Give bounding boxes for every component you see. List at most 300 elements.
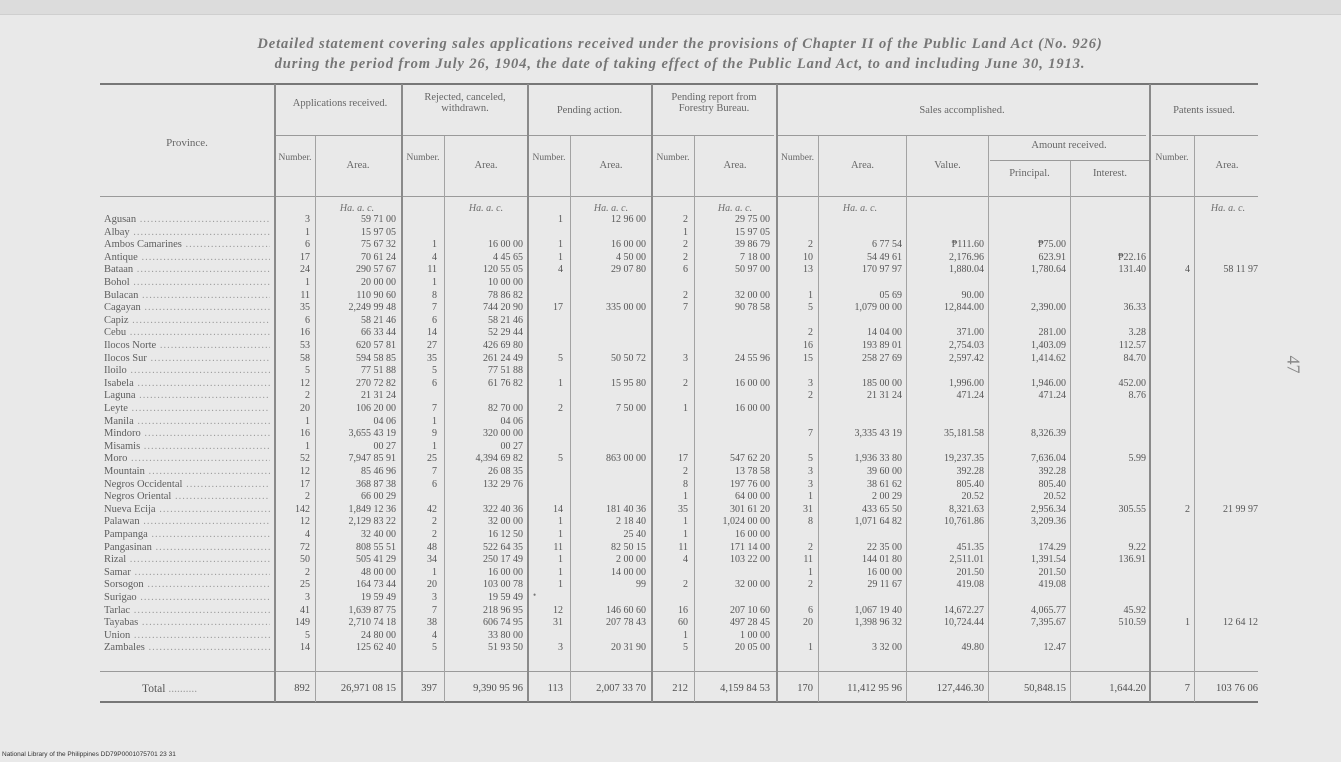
table-cell: 433 65 50 [862, 503, 902, 515]
header-number: Number. [532, 153, 566, 163]
table-cell: 11 [300, 289, 310, 301]
table-cell: 744 20 90 [483, 302, 523, 314]
units-label: Ha. a. c. [842, 203, 878, 214]
table-cell: 3 [808, 466, 813, 477]
table-cell: 1,071 64 82 [854, 516, 902, 528]
table-cell: 149 [295, 617, 310, 629]
table-cell: 4 [558, 264, 563, 276]
table-cell: 2 [558, 403, 563, 414]
table-cell: 1 [432, 277, 437, 288]
table-cell: 1 [432, 440, 437, 452]
header-number: Number. [781, 153, 814, 163]
province-name: Surigao ..... [104, 592, 270, 605]
table-cell: 17 [300, 251, 310, 263]
table-cell: 36.33 [1123, 302, 1146, 314]
table-cell: 45.92 [1123, 604, 1146, 616]
table-cell: 1 [683, 516, 688, 528]
table-cell: 16 00 00 [735, 403, 770, 414]
table-cell: 04 06 [500, 415, 523, 427]
province-name: Laguna ..... [104, 390, 270, 403]
table-cell: 22 35 00 [867, 541, 902, 553]
table-cell: 10 [803, 251, 813, 263]
table-cell: 21 31 24 [361, 390, 396, 402]
table-cell: 48 00 00 [361, 566, 396, 578]
table-cell: 7 [432, 403, 437, 414]
province-name: Isabela ..... [104, 378, 270, 391]
table-cell: 6 [432, 377, 437, 389]
table-cell: 112.57 [1118, 340, 1146, 351]
province-name: Pampanga ..... [104, 529, 270, 542]
table-cell: 85 46 96 [361, 466, 396, 477]
table-cell: 12.47 [1043, 642, 1066, 654]
table-cell: 61 76 82 [488, 377, 523, 389]
table-cell: 72 [300, 541, 310, 553]
header-province: Province. [166, 137, 208, 149]
table-cell: 11 [803, 554, 813, 566]
table-cell: 6 [305, 314, 310, 326]
table-cell: 1,024 00 00 [722, 516, 770, 528]
table-cell: 7 [683, 302, 688, 314]
units-label: Ha. a. c. [468, 203, 504, 214]
table-cell: 11 [553, 541, 563, 553]
table-cell: 5 [432, 365, 437, 377]
table-cell: 426 69 80 [483, 340, 523, 351]
table-cell: 3.28 [1128, 327, 1146, 339]
table-cell: 3 [808, 478, 813, 490]
table-cell: 808 55 51 [356, 541, 396, 553]
table-cell: 594 58 85 [356, 352, 396, 364]
table-cell: 2 00 29 [872, 491, 902, 503]
table-cell: 10,761.86 [944, 516, 984, 528]
province-name: Rizal ..... [104, 554, 270, 567]
province-name: Agusan ..... [104, 214, 270, 227]
table-cell: 170 97 97 [862, 264, 902, 276]
table-cell: 106 20 00 [356, 403, 396, 414]
table-cell: 863 00 00 [606, 453, 646, 465]
province-name: Tarlac ..... [104, 605, 270, 618]
province-name: Albay ..... [104, 227, 270, 240]
table-cell: 3 [432, 592, 437, 603]
table-cell: 12 [300, 466, 310, 477]
table-cell: 14 00 00 [611, 566, 646, 578]
table-cell: 12,844.00 [944, 302, 984, 314]
table-cell: 1,946.00 [1031, 377, 1066, 389]
total-cell: 4,159 84 53 [720, 683, 770, 694]
table-cell: 41 [300, 604, 310, 616]
title-line-2: during the period from July 26, 1904, the date of taking effect of the Public Land Act, to and including June 30, 1913. [274, 56, 1086, 72]
table-cell: 451.35 [956, 541, 984, 553]
table-cell: 2,249 99 48 [348, 302, 396, 314]
province-name: Sorsogon ..... [104, 579, 270, 592]
table-cell: 17 [300, 478, 310, 490]
table-cell: 17 [553, 302, 563, 314]
table-cell: 218 96 95 [483, 604, 523, 616]
header-principal: Principal. [1009, 168, 1050, 179]
table-cell: 1 [305, 440, 310, 452]
table-cell: 19 59 49 [488, 592, 523, 603]
table-cell: 16 00 00 [867, 566, 902, 578]
table-cell: 1,639 87 75 [348, 604, 396, 616]
table-cell: 8,321.63 [949, 503, 984, 515]
table-cell: 12 [300, 377, 310, 389]
table-cell: 4 [1185, 264, 1190, 276]
table-cell: 1 [432, 566, 437, 578]
table-cell: 4 [432, 251, 437, 263]
table-cell: 320 00 00 [483, 428, 523, 440]
header-patents-issued: Patents issued. [1173, 105, 1235, 116]
table-cell: 1,849 12 36 [348, 503, 396, 515]
header-rejected: Rejected, canceled, withdrawn. [424, 92, 506, 114]
header-area: Area. [346, 160, 370, 171]
table-cell: 136.91 [1118, 554, 1146, 566]
col-divider [776, 84, 778, 702]
table-cell: 1 [305, 277, 310, 288]
table-cell: 8 [683, 478, 688, 490]
province-name: Samar ..... [104, 567, 270, 580]
table-cell: 2 [683, 289, 688, 301]
table-cell: 9.22 [1128, 541, 1146, 553]
table-cell: 131.40 [1118, 264, 1146, 276]
col-divider [1194, 136, 1195, 702]
table-cell: 10 00 00 [488, 277, 523, 288]
table-cell: 10,724.44 [944, 617, 984, 629]
total-cell: 1,644.20 [1109, 683, 1146, 694]
table-cell: 201.50 [1038, 566, 1066, 578]
table-cell: 48 [427, 541, 437, 553]
table-cell: 2 00 00 [616, 554, 646, 566]
province-name: Moro ..... [104, 453, 270, 466]
table-cell: 6 [432, 314, 437, 326]
province-name: Zambales ..... [104, 642, 270, 655]
table-cell: 1 [808, 289, 813, 301]
header-sub-rule-left [276, 135, 774, 136]
table-cell: 66 00 29 [361, 491, 396, 503]
table-cell: 2,597.42 [949, 352, 984, 364]
table-cell: 185 00 00 [862, 377, 902, 389]
table-cell: 16 12 50 [488, 529, 523, 540]
table-cell: 181 40 36 [606, 503, 646, 515]
table-cell: 53 [300, 340, 310, 351]
table-cell: 31 [553, 617, 563, 629]
total-cell: 113 [547, 683, 563, 694]
table-cell: 522 64 35 [483, 541, 523, 553]
table-cell: 1 [558, 579, 563, 591]
table-cell: 27 [427, 340, 437, 351]
table-cell: 49.80 [961, 642, 984, 654]
table-cell: 54 49 61 [867, 251, 902, 263]
header-pending-report: Pending report from Forestry Bureau. [671, 92, 757, 114]
province-name: Palawan ..... [104, 516, 270, 529]
table-cell: 8 [432, 289, 437, 301]
table-cell: 1 [432, 239, 437, 251]
table-cell: 620 57 81 [356, 340, 396, 351]
table-cell: 174.29 [1038, 541, 1066, 553]
table-cell: 90 78 58 [735, 302, 770, 314]
table-cell: 1 [558, 566, 563, 578]
table-cell: 14,672.27 [944, 604, 984, 616]
table-cell: 3,655 43 19 [348, 428, 396, 440]
table-cell: 32 00 00 [735, 289, 770, 301]
table-cell: 1 [808, 642, 813, 654]
col-divider [1149, 84, 1151, 702]
table-cell: 29 11 67 [867, 579, 902, 591]
table-cell: 1 00 00 [740, 629, 770, 641]
table-cell: 452.00 [1118, 377, 1146, 389]
table-cell: 322 40 36 [483, 503, 523, 515]
table-cell: 510.59 [1118, 617, 1146, 629]
table-cell: 606 74 95 [483, 617, 523, 629]
table-cell: 805.40 [1038, 478, 1066, 490]
table-cell: 1 [558, 377, 563, 389]
table-cell: 14 04 00 [867, 327, 902, 339]
table-cell: 32 00 00 [735, 579, 770, 591]
table-cell: 2 [683, 377, 688, 389]
table-cell: 2 [683, 251, 688, 263]
table-cell: 20 [427, 579, 437, 591]
table-cell: 5 [305, 629, 310, 641]
table-cell: 8.76 [1128, 390, 1146, 402]
table-cell: 5 [558, 453, 563, 465]
province-name: Union ..... [104, 630, 270, 643]
table-cell: 16 00 00 [611, 239, 646, 251]
total-cell: 9,390 95 96 [473, 683, 523, 694]
table-cell: 19 59 49 [361, 592, 396, 603]
table-cell: 368 87 38 [356, 478, 396, 490]
table-cell: 16 00 00 [735, 529, 770, 540]
table-cell: 35 [300, 302, 310, 314]
table-cell: 5 [808, 302, 813, 314]
table-cell: 00 27 [500, 440, 523, 452]
table-cell: 70 61 24 [361, 251, 396, 263]
archive-footer: National Library of the Philippines DD79P0001075701 23 31 [2, 751, 176, 758]
table-cell: 6 [305, 239, 310, 251]
table-cell: 471.24 [956, 390, 984, 402]
province-name: Nueva Ecija ..... [104, 504, 270, 517]
table-cell: 201.50 [956, 566, 984, 578]
table-cell: 7 50 00 [616, 403, 646, 414]
province-name: Bataan ..... [104, 264, 270, 277]
table-cell: 419.08 [956, 579, 984, 591]
table-cell: 39 60 00 [867, 466, 902, 477]
table-cell: 77 51 88 [488, 365, 523, 377]
table-cell: 99 [636, 579, 646, 591]
header-area: Area. [474, 160, 498, 171]
table-cell: 24 55 96 [735, 352, 770, 364]
table-cell: 2 [1185, 503, 1190, 515]
table-cell: 3 [305, 214, 310, 225]
province-name: Pangasinan ..... [104, 542, 270, 555]
table-cell: 21 31 24 [867, 390, 902, 402]
table-cell: 146 60 60 [606, 604, 646, 616]
province-name: Negros Oriental ..... [104, 491, 270, 504]
table-cell: 12 64 12 [1223, 617, 1258, 629]
table-cell: 1,880.04 [949, 264, 984, 276]
table-cell: 2,956.34 [1031, 503, 1066, 515]
table-cell: 261 24 49 [483, 352, 523, 364]
province-name: Mindoro ..... [104, 428, 270, 441]
table-cell: 15 [803, 352, 813, 364]
table-cell: 9 [432, 428, 437, 440]
table-cell: 25 [427, 453, 437, 465]
table-cell: 58 [300, 352, 310, 364]
units-label: Ha. a. c. [717, 203, 753, 214]
units-label: Ha. a. c. [593, 203, 629, 214]
table-cell: 1,780.64 [1031, 264, 1066, 276]
table-cell: 250 17 49 [483, 554, 523, 566]
table-cell: 471.24 [1038, 390, 1066, 402]
table-cell: 4,065.77 [1031, 604, 1066, 616]
table-cell: 7 [808, 428, 813, 440]
total-cell: 127,446.30 [936, 683, 984, 694]
table-cell: 1 [305, 415, 310, 427]
table-cell: 164 73 44 [356, 579, 396, 591]
table-cell: 58 21 46 [488, 314, 523, 326]
col-divider [651, 84, 653, 702]
table-cell: 197 76 00 [730, 478, 770, 490]
header-sub-rule-patents [1152, 135, 1258, 136]
table-cell: 31 [803, 503, 813, 515]
province-name: Bulacan ..... [104, 290, 270, 303]
table-cell: 82 70 00 [488, 403, 523, 414]
header-area: Area. [599, 160, 623, 171]
table-cell: 6 77 54 [872, 239, 902, 251]
table-cell: 16 [803, 340, 813, 351]
table-cell: ₱75.00 [1037, 239, 1066, 251]
table-cell: 20 [803, 617, 813, 629]
units-label: Ha. a. c. [339, 203, 375, 214]
total-cell: 397 [421, 683, 437, 694]
table-cell: 29 07 80 [611, 264, 646, 276]
province-name: Antique ..... [104, 252, 270, 265]
table-cell: 64 00 00 [735, 491, 770, 503]
header-value: Value. [934, 160, 961, 171]
total-cell: 7 [1184, 683, 1190, 694]
table-cell: 4 [683, 554, 688, 566]
header-interest: Interest. [1092, 168, 1128, 179]
table-cell: 20.52 [1043, 491, 1066, 503]
header-sub-rule-sales [778, 135, 1146, 136]
table-cell: 4 [305, 529, 310, 540]
table-cell: 2 [305, 491, 310, 503]
table-cell: 58 21 46 [361, 314, 396, 326]
header-area: Area. [850, 160, 875, 171]
province-name: Cagayan ..... [104, 302, 270, 315]
table-cell: 38 61 62 [867, 478, 902, 490]
document-title [60, 34, 1300, 74]
table-cell: 84.70 [1123, 352, 1146, 364]
table-cell: 04 06 [373, 415, 396, 427]
table-cell: 125 62 40 [356, 642, 396, 654]
table-cell: 2 [305, 390, 310, 402]
table-cell: 2 [432, 529, 437, 540]
table-cell: 16 [300, 327, 310, 339]
table-cell: 207 10 60 [730, 604, 770, 616]
province-name: Manila ..... [104, 416, 270, 429]
table-cell: 103 00 78 [483, 579, 523, 591]
table-cell: 1,996.00 [949, 377, 984, 389]
table-cell: 6 [432, 478, 437, 490]
table-cell: 419.08 [1038, 579, 1066, 591]
table-cell: 20 31 90 [611, 642, 646, 654]
table-cell: 301 61 20 [730, 503, 770, 515]
table-cell: 8 [808, 516, 813, 528]
table-cell: 2,754.03 [949, 340, 984, 351]
table-cell: 25 [300, 579, 310, 591]
table-cell: 16 00 00 [488, 566, 523, 578]
table-cell: 35 [427, 352, 437, 364]
province-name: Iloilo ..... [104, 365, 270, 378]
table-cell: 281.00 [1038, 327, 1066, 339]
table-cell: 1 [558, 554, 563, 566]
table-cell: 39 86 79 [735, 239, 770, 251]
province-name: Ambos Camarines ..... [104, 239, 270, 252]
table-cell: 52 29 44 [488, 327, 523, 339]
table-cell: 1,414.62 [1031, 352, 1066, 364]
table-cell: 3 32 00 [872, 642, 902, 654]
header-number: Number. [278, 153, 312, 163]
table-cell: 16 [300, 428, 310, 440]
table-cell: 2 [808, 579, 813, 591]
table-cell: 4 [432, 629, 437, 641]
table-cell: 24 80 00 [361, 629, 396, 641]
table-cell: 4 45 65 [493, 251, 523, 263]
table-cell: 50 [300, 554, 310, 566]
page-top-edge [0, 0, 1341, 15]
table-cell: 7,636.04 [1031, 453, 1066, 465]
table-cell: 82 50 15 [611, 541, 646, 553]
table-cell: 2,511.01 [949, 554, 984, 566]
table-cell: 1,067 19 40 [854, 604, 902, 616]
table-cell: 32 00 00 [488, 516, 523, 528]
table-cell: 2 [683, 466, 688, 477]
table-cell: 16 [678, 604, 688, 616]
total-cell: 11,412 95 96 [847, 683, 902, 694]
table-cell: 7,395.67 [1031, 617, 1066, 629]
header-amount-received: Amount received. [1031, 140, 1107, 151]
table-cell: 2 [808, 239, 813, 251]
table-cell: 110 90 60 [356, 289, 396, 301]
table-cell: 05 69 [879, 289, 902, 301]
table-cell: 805.40 [956, 478, 984, 490]
table-cell: 392.28 [956, 466, 984, 477]
table-cell: 103 22 00 [730, 554, 770, 566]
table-cell: 2 [683, 239, 688, 251]
table-cell: 2 [432, 516, 437, 528]
table-cell: 11 [678, 541, 688, 553]
table-cell: 623.91 [1038, 251, 1066, 263]
total-cell: 103 76 06 [1216, 683, 1258, 694]
table-cell: 1 [683, 491, 688, 503]
col-divider [1070, 161, 1071, 702]
province-name: Negros Occidental ..... [104, 479, 270, 492]
table-cell: 193 89 01 [862, 340, 902, 351]
table-cell: 20.52 [961, 491, 984, 503]
table-cell: 1,079 00 00 [854, 302, 902, 314]
table-cell: 7 [432, 604, 437, 616]
table-cell: 1 [683, 629, 688, 641]
table-cell: 120 55 05 [483, 264, 523, 276]
table-cell: 1 [432, 415, 437, 427]
header-number: Number. [406, 153, 440, 163]
table-cell: 3 [558, 642, 563, 654]
table-cell: 1 [683, 529, 688, 540]
table-cell: 26 08 35 [488, 466, 523, 477]
table-cell: 2,390.00 [1031, 302, 1066, 314]
table-cell: 13 [803, 264, 813, 276]
table-cell: 142 [295, 503, 310, 515]
total-cell: 2,007 33 70 [596, 683, 646, 694]
table-cell: 14 [300, 642, 310, 654]
